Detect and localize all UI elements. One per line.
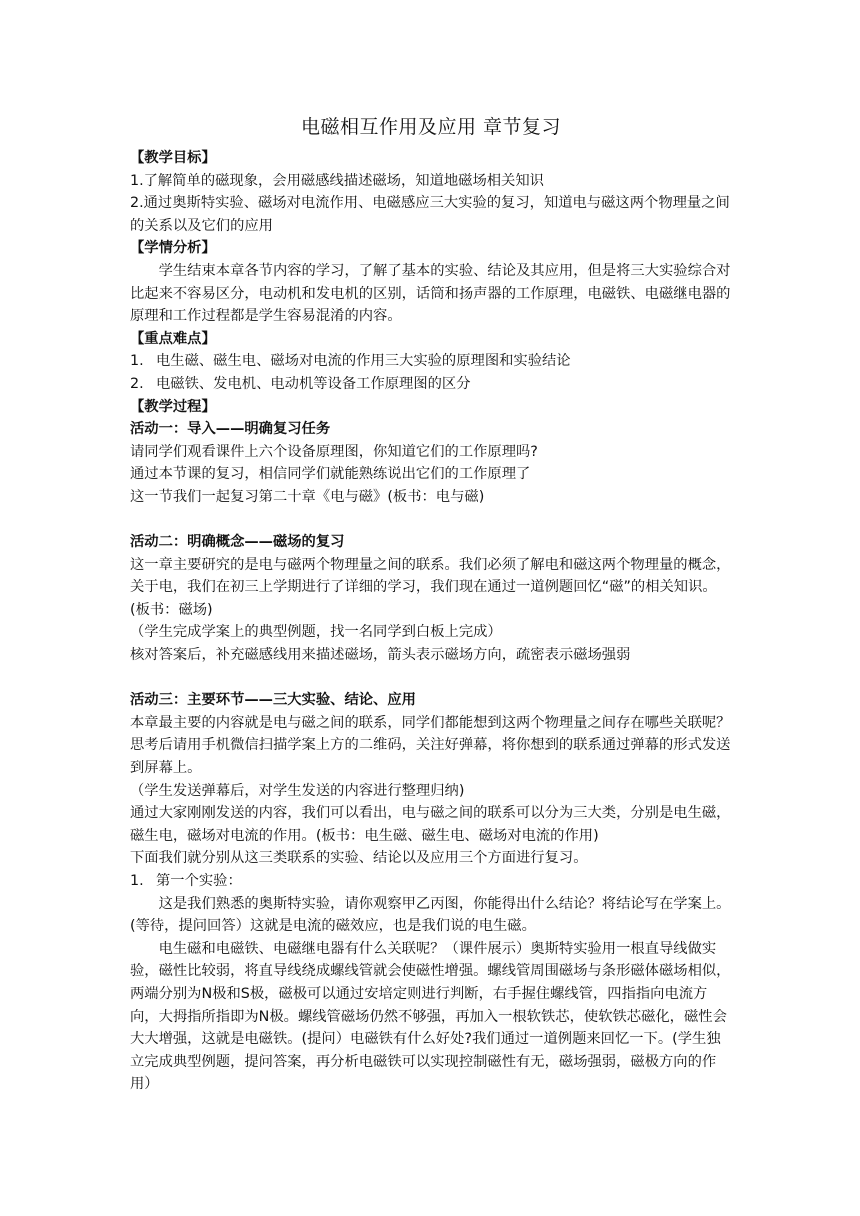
- key-point-text: 电生磁、磁生电、磁场对电流的作用三大实验的原理图和实验结论: [156, 353, 571, 370]
- list-number: 2.: [130, 375, 144, 392]
- activity-1-text-3: 这一节我们一起复习第二十章《电与磁》(板书：电与磁): [130, 488, 485, 505]
- experiment-1-paragraph-2: 电生磁和电磁铁、电磁继电器有什么关联呢？（课件展示）奥斯特实验用一根直导线做实验，磁性比较弱，将直导线绕成螺线管就会使磁性增强。螺线管周围磁场与条形磁体磁场相似，两端分别为N极和S极，磁极可以通过安培定则进行判断，右手握住螺线管，四指指向电流方向，大拇指所指即为N极。螺线管磁场仍然不够强，再加入一根软铁芯，使软铁芯磁化，磁性会大大增强，这就是电磁铁。(提问）电磁铁有什么好处?我们通过一道例题来回忆一下。(学生独立完成典型例题，提问答案，再分析电磁铁可以实现控制磁性有无，磁场强弱，磁极方向的作用）: [130, 940, 731, 1093]
- section-heading-analysis: 【学情分析】: [130, 240, 216, 257]
- activity-3-text-3: 通过大家刚刚发送的内容，我们可以看出，电与磁之间的联系可以分为三大类，分别是电生磁，磁生电，磁场对电流的作用。(板书：电生磁、磁生电、磁场对电流的作用): [130, 805, 731, 844]
- activity-1-text-2: 通过本节课的复习，相信同学们就能熟练说出它们的工作原理了: [130, 466, 531, 483]
- experiment-1-paragraph-1: 这是我们熟悉的奥斯特实验，请你观察甲乙丙图，你能得出什么结论？将结论写在学案上。(等待，提问回答）这就是电流的磁效应，也是我们说的电生磁。: [130, 895, 731, 935]
- activity-3-text-2: （学生发送弹幕后，对学生发送的内容进行整理归纳): [130, 782, 465, 799]
- objective-1: 1.了解简单的磁现象，会用磁感线描述磁场，知道地磁场相关知识: [130, 172, 544, 189]
- section-heading-process: 【教学过程】: [130, 398, 216, 415]
- activity-3-text-1: 本章最主要的内容就是电与磁之间的联系，同学们都能想到这两个物理量之间存在哪些关联呢？思考后请用手机微信扫描学案上方的二维码，关注好弹幕，将你想到的联系通过弹幕的形式发送到屏幕上。: [130, 714, 731, 777]
- analysis-paragraph: 学生结束本章各节内容的学习，了解了基本的实验、结论及其应用，但是将三大实验综合对比起来不容易区分，电动机和发电机的区别，话筒和扬声器的工作原理，电磁铁、电磁继电器的原理和工作过程都是学生容易混淆的内容。: [130, 262, 731, 325]
- activity-1-text-1: 请同学们观看课件上六个设备原理图，你知道它们的工作原理吗?: [130, 443, 538, 460]
- experiment-1-label: [130, 870, 732, 893]
- list-number: 1.: [130, 353, 144, 370]
- spacer: [130, 509, 732, 532]
- key-point-text: 电磁铁、发电机、电动机等设备工作原理图的区分: [156, 375, 471, 392]
- activity-3-text-4: 下面我们就分别从这三类联系的实验、结论以及应用三个方面进行复习。: [130, 850, 588, 867]
- key-point-1: [130, 350, 732, 373]
- activity-2-text-1: 这一章主要研究的是电与磁两个物理量之间的联系。我们必须了解电和磁这两个物理量的概念，关于电，我们在初三上学期进行了详细的学习，我们现在通过一道例题回忆“磁”的相关知识。(板书：磁场): [130, 556, 731, 618]
- objective-2: 2.通过奥斯特实验、磁场对电流作用、电磁感应三大实验的复习，知道电与磁这两个物理量之间的关系以及它们的应用: [130, 195, 730, 234]
- section-heading-key-points: 【重点难点】: [130, 330, 216, 347]
- key-point-2: [130, 373, 732, 396]
- page-title: 电磁相互作用及应用 章节复习: [300, 116, 562, 138]
- list-number: 1.: [130, 873, 144, 889]
- activity-1-heading: 活动一：导入——明确复习任务: [130, 421, 331, 438]
- section-heading-objectives: 【教学目标】: [130, 150, 216, 166]
- activity-2-heading: 活动二：明确概念——磁场的复习: [130, 534, 345, 551]
- activity-2-text-2: （学生完成学案上的典型例题，找一名同学到白板上完成）: [130, 624, 502, 641]
- spacer: [130, 667, 732, 690]
- activity-3-heading: 活动三：主要环节——三大实验、结论、应用: [130, 692, 416, 709]
- activity-2-text-3: 核对答案后，补充磁感线用来描述磁场，箭头表示磁场方向，疏密表示磁场强弱: [130, 647, 631, 664]
- experiment-label-text: 第一个实验：: [156, 873, 242, 889]
